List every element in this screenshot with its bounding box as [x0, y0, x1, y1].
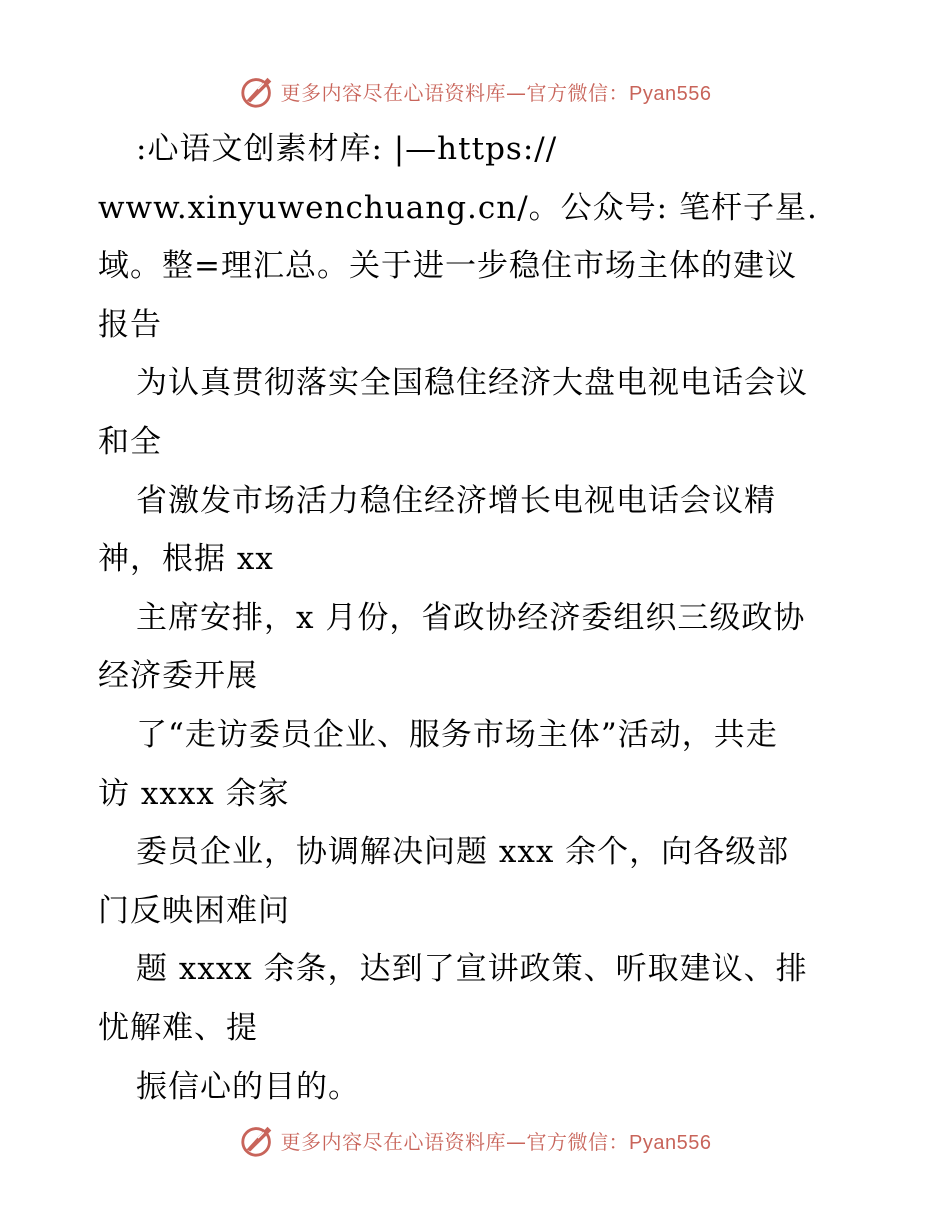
text-line: 和全 [98, 423, 162, 460]
text-line: 为认真贯彻落实全国稳住经济大盘电视电话会议 [136, 365, 808, 402]
banner-label: 更多内容尽在心语资料库—官方微信： [280, 80, 630, 105]
text-line: 报告 [98, 306, 162, 343]
quill-pen-logo-icon [239, 1121, 277, 1159]
text-line: 神，根据 xx [98, 541, 274, 578]
document-body [98, 120, 868, 1116]
text-line: 域。整=理汇总。关于进一步稳住市场主体的建议 [98, 248, 797, 285]
text-line: 访 xxxx 余家 [98, 775, 290, 812]
text-line: www.xinyuwenchuang.cn/。公众号: 笔杆子星. [98, 189, 818, 226]
wechat-id: Pyan556 [629, 82, 712, 105]
text-line: 题 xxxx 余条，达到了宣讲政策、听取建议、排 [136, 951, 808, 988]
text-line: 忧解难、提 [98, 1009, 258, 1046]
banner-label: 更多内容尽在心语资料库—官方微信： [280, 1129, 630, 1154]
text-line: :心语文创素材库: |—https:// [136, 131, 558, 167]
banner-text [281, 1126, 712, 1155]
text-line: 了“走访委员企业、服务市场主体”活动，共走 [136, 716, 778, 753]
text-line: 门反映困难问 [98, 892, 290, 929]
text-line: 主席安排，x 月份，省政协经济委组织三级政协 [136, 599, 806, 636]
text-line: 振信心的目的。 [136, 1068, 360, 1105]
footer-banner [0, 1120, 950, 1160]
quill-pen-logo-icon [239, 72, 277, 110]
text-line: 委员企业，协调解决问题 xxx 余个，向各级部 [136, 834, 790, 871]
banner-text [281, 77, 712, 106]
text-line: 省激发市场活力稳住经济增长电视电话会议精 [136, 482, 776, 519]
wechat-id: Pyan556 [629, 1131, 712, 1154]
header-banner [0, 71, 950, 111]
text-line: 经济委开展 [98, 658, 258, 695]
